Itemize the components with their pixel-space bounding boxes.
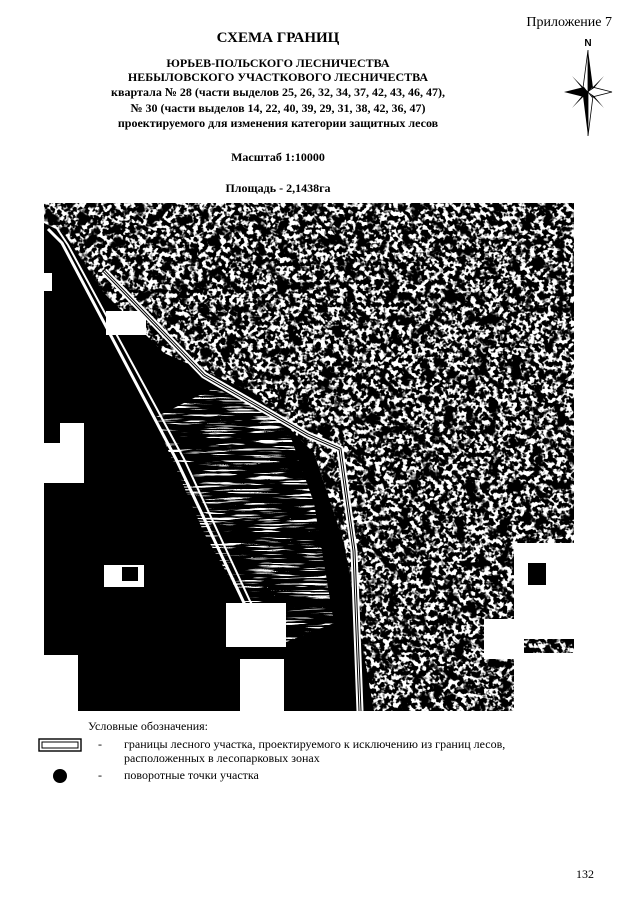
scale-label: Масштаб 1:10000 bbox=[231, 150, 325, 164]
legend-turning-points-text: поворотные точки участка bbox=[124, 768, 259, 782]
appendix-label: Приложение 7 bbox=[526, 15, 612, 30]
legend-boundary-text-cont: расположенных в лесопарковых зонах bbox=[124, 751, 320, 765]
quarter-28-parcels: квартала № 28 (части выделов 25, 26, 32, 34, 37, 42, 43, 46, 47), bbox=[111, 85, 445, 99]
north-label: N bbox=[584, 38, 592, 49]
legend-boundary-text: границы лесного участка, проектируемого к исключению из границ лесов, bbox=[124, 737, 506, 751]
purpose-line: проектируемого для изменения категории защитных лесов bbox=[117, 116, 439, 130]
page-number: 132 bbox=[576, 867, 594, 881]
quarter-30-parcels: № 30 (части выделов 14, 22, 40, 39, 29, 31, 38, 42, 36, 47) bbox=[130, 101, 426, 115]
turning-point-icon bbox=[52, 768, 68, 784]
satellite-map-image bbox=[44, 203, 574, 711]
north-arrow-icon bbox=[560, 36, 624, 148]
area-label: Площадь - 2,1438га bbox=[225, 181, 331, 195]
forestry-name: ЮРЬЕВ-ПОЛЬСКОГО ЛЕСНИЧЕСТВА bbox=[166, 56, 390, 70]
district-forestry-name: НЕБЫЛОВСКОГО УЧАСТКОВОГО ЛЕСНИЧЕСТВА bbox=[127, 70, 429, 84]
page-title: СХЕМА ГРАНИЦ bbox=[216, 30, 340, 46]
legend-dash: - bbox=[98, 768, 102, 782]
legend-dash: - bbox=[98, 737, 102, 751]
boundary-symbol-icon bbox=[38, 738, 82, 752]
legend-heading: Условные обозначения: bbox=[88, 719, 209, 733]
